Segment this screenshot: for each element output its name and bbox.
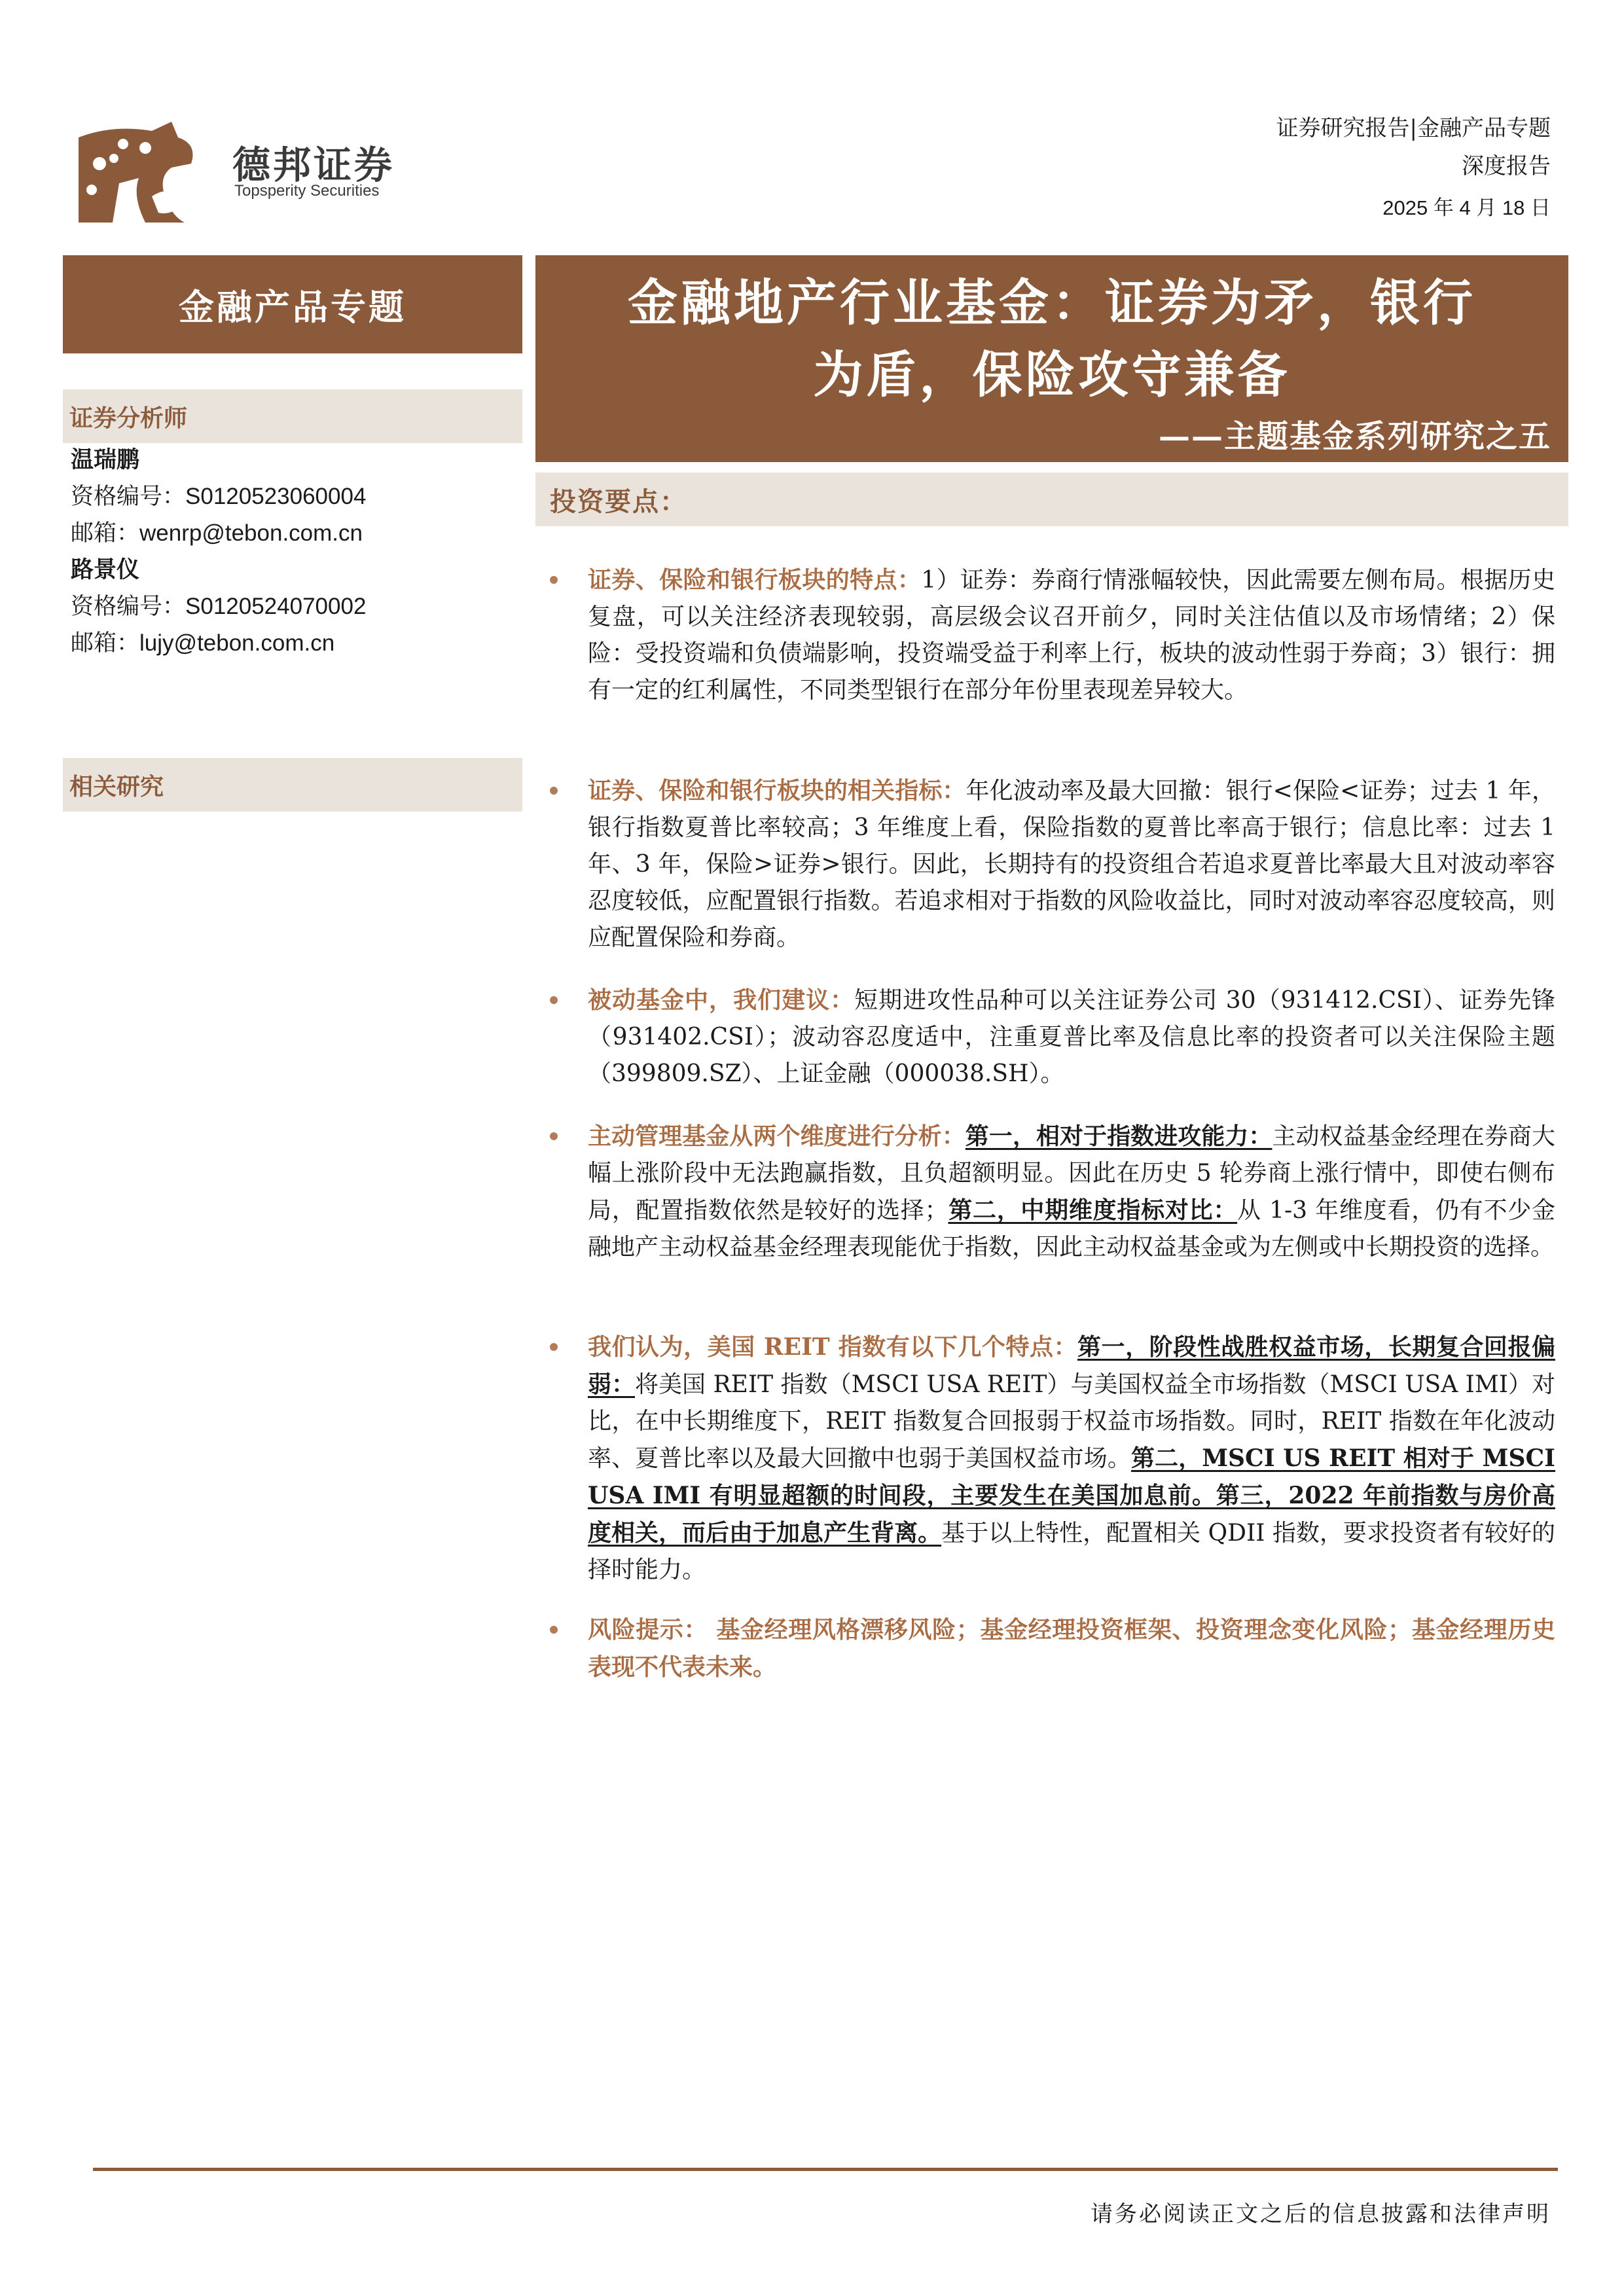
- analyst-email: 邮箱：wenrp@tebon.com.cn: [71, 520, 363, 547]
- analyst-list: [71, 442, 366, 662]
- key-point: [550, 982, 1555, 1092]
- risk-warning: [550, 1611, 1555, 1686]
- report-date: 2025 年 4 月 18 日: [1382, 196, 1551, 219]
- analyst-cert: 资格编号：S0120523060004: [71, 484, 367, 510]
- key-point-emphasis: 第一，阶段性战胜权益市场，长期复合回报偏弱：: [588, 1333, 1555, 1398]
- bullet-icon: [550, 996, 558, 1004]
- risk-warning-text: 基金经理风格漂移风险；基金经理投资框架、投资理念变化风险；基金经理历史表现不代表未来。: [588, 1616, 1555, 1681]
- title-block: [535, 255, 1568, 462]
- brand-name-en: Topsperity Securities: [234, 182, 380, 200]
- report-title-line2: 为盾，保险攻守兼备: [813, 346, 1291, 404]
- analyst-section-label: 证券分析师: [69, 404, 188, 432]
- report-title-line1: 金融地产行业基金：证券为矛，银行: [628, 274, 1476, 332]
- topic-banner: [63, 255, 522, 353]
- key-point-lead: 我们认为，美国 REIT 指数有以下几个特点：: [588, 1333, 1078, 1361]
- bullet-icon: [550, 1132, 558, 1140]
- analyst-cert: 资格编号：S0120524070002: [71, 594, 367, 620]
- key-point-emphasis: 第二，中期维度指标对比：: [948, 1196, 1238, 1224]
- key-point: [550, 772, 1555, 956]
- analyst-section-header: [63, 389, 522, 443]
- key-point-text: 1）证券：券商行情涨幅较快，因此需要左侧布局。根据历史复盘，可以关注经济表现较弱，高层级会议召开前夕，同时关注估值以及市场情绪；2）保险：受投资端和负债端影响，投资端受益于利率上行，板块的波动性弱于券商；3）银行：拥有一定的红利属性，不同类型银行在部分年份里表现差异较大。: [588, 567, 1555, 704]
- key-point-lead: 证券、保险和银行板块的相关指标：: [588, 777, 966, 804]
- report-depth: 深度报告: [1462, 153, 1551, 179]
- footer-disclaimer: 请务必阅读正文之后的信息披露和法律声明: [1091, 2201, 1551, 2227]
- key-points-label: 投资要点：: [550, 486, 687, 517]
- key-point-text: 主动权益基金经理在券商大幅上涨阶段中无法跑赢指数，且负超额明显。因此在历史 5 轮券商上涨行情中，即使右侧布局，配置指数依然是较好的选择；: [588, 1123, 1555, 1224]
- bullet-icon: [550, 1626, 558, 1634]
- footer-divider: [93, 2168, 1558, 2171]
- key-points-header: [535, 473, 1568, 526]
- key-point-emphasis: 第一，相对于指数进攻能力：: [965, 1122, 1272, 1150]
- key-point-lead: 证券、保险和银行板块的特点：: [588, 566, 922, 594]
- topic-banner-label: 金融产品专题: [179, 285, 406, 328]
- risk-warning-lead: 风险提示：: [588, 1616, 708, 1643]
- key-point-text: 将美国 REIT 指数（MSCI USA REIT）与美国权益全市场指数（MSCI USA IMI）对比，在中长期维度下，REIT 指数复合回报弱于权益市场指数。同时，REIT 指数在年化波动率、夏普比率以及最大回撤中也弱于美国权益市场。: [588, 1371, 1555, 1472]
- report-type: 证券研究报告|金融产品专题: [1276, 115, 1551, 141]
- analyst-email-link[interactable]: wenrp@tebon.com.cn: [139, 520, 363, 546]
- related-research-header: [63, 758, 522, 812]
- key-point: [550, 562, 1555, 709]
- key-point-text: 从 1-3 年维度看，仍有不少金融地产主动权益基金经理表现能优于指数，因此主动权益基金或为左侧或中长期投资的选择。: [588, 1197, 1555, 1261]
- related-research-label: 相关研究: [69, 772, 164, 800]
- analyst-name: 温瑞鹏: [71, 446, 140, 473]
- analyst-name: 路景仪: [71, 556, 140, 583]
- company-logo-icon: [73, 118, 204, 229]
- key-point-text: 年化波动率及最大回撤：银行<保险<证券；过去 1 年，银行指数夏普比率较高；3 年维度上看，保险指数的夏普比率高于银行；信息比率：过去 1 年、3 年，保险>证券>银行。因此，长期持有的投资组合若追求夏普比率最大且对波动率容忍度较低，应配置银行指数。若追求相对于指数的风险收益比，同时对波动率容忍度较高，则应配置保险和券商。: [588, 778, 1555, 951]
- bullet-icon: [550, 576, 558, 584]
- key-point: [550, 1329, 1555, 1588]
- bullet-icon: [550, 787, 558, 795]
- brand-name-cn: 德邦证券: [232, 143, 395, 187]
- bullet-icon: [550, 1343, 558, 1351]
- analyst-email: 邮箱：lujy@tebon.com.cn: [71, 630, 335, 656]
- report-title: [535, 267, 1568, 411]
- key-point-lead: 被动基金中，我们建议：: [588, 986, 855, 1014]
- analyst-email-link[interactable]: lujy@tebon.com.cn: [139, 630, 335, 656]
- key-point-text: 短期进攻性品种可以关注证券公司 30（931412.CSI）、证券先锋（931402.CSI）；波动容忍度适中，注重夏普比率及信息比率的投资者可以关注保险主题（399809.SZ）、上证金融（000038.SH）。: [588, 987, 1555, 1087]
- report-subtitle: ——主题基金系列研究之五: [1158, 418, 1551, 455]
- key-point-lead: 主动管理基金从两个维度进行分析：: [588, 1122, 965, 1150]
- key-point-emphasis: 第二，MSCI US REIT 相对于 MSCI USA IMI 有明显超额的时间段，主要发生在美国加息前。第三，2022 年前指数与房价高度相关，而后由于加息产生背离。: [588, 1444, 1555, 1547]
- key-point: [550, 1118, 1555, 1266]
- key-point-text: 基于以上特性，配置相关 QDII 指数，要求投资者有较好的择时能力。: [588, 1520, 1555, 1583]
